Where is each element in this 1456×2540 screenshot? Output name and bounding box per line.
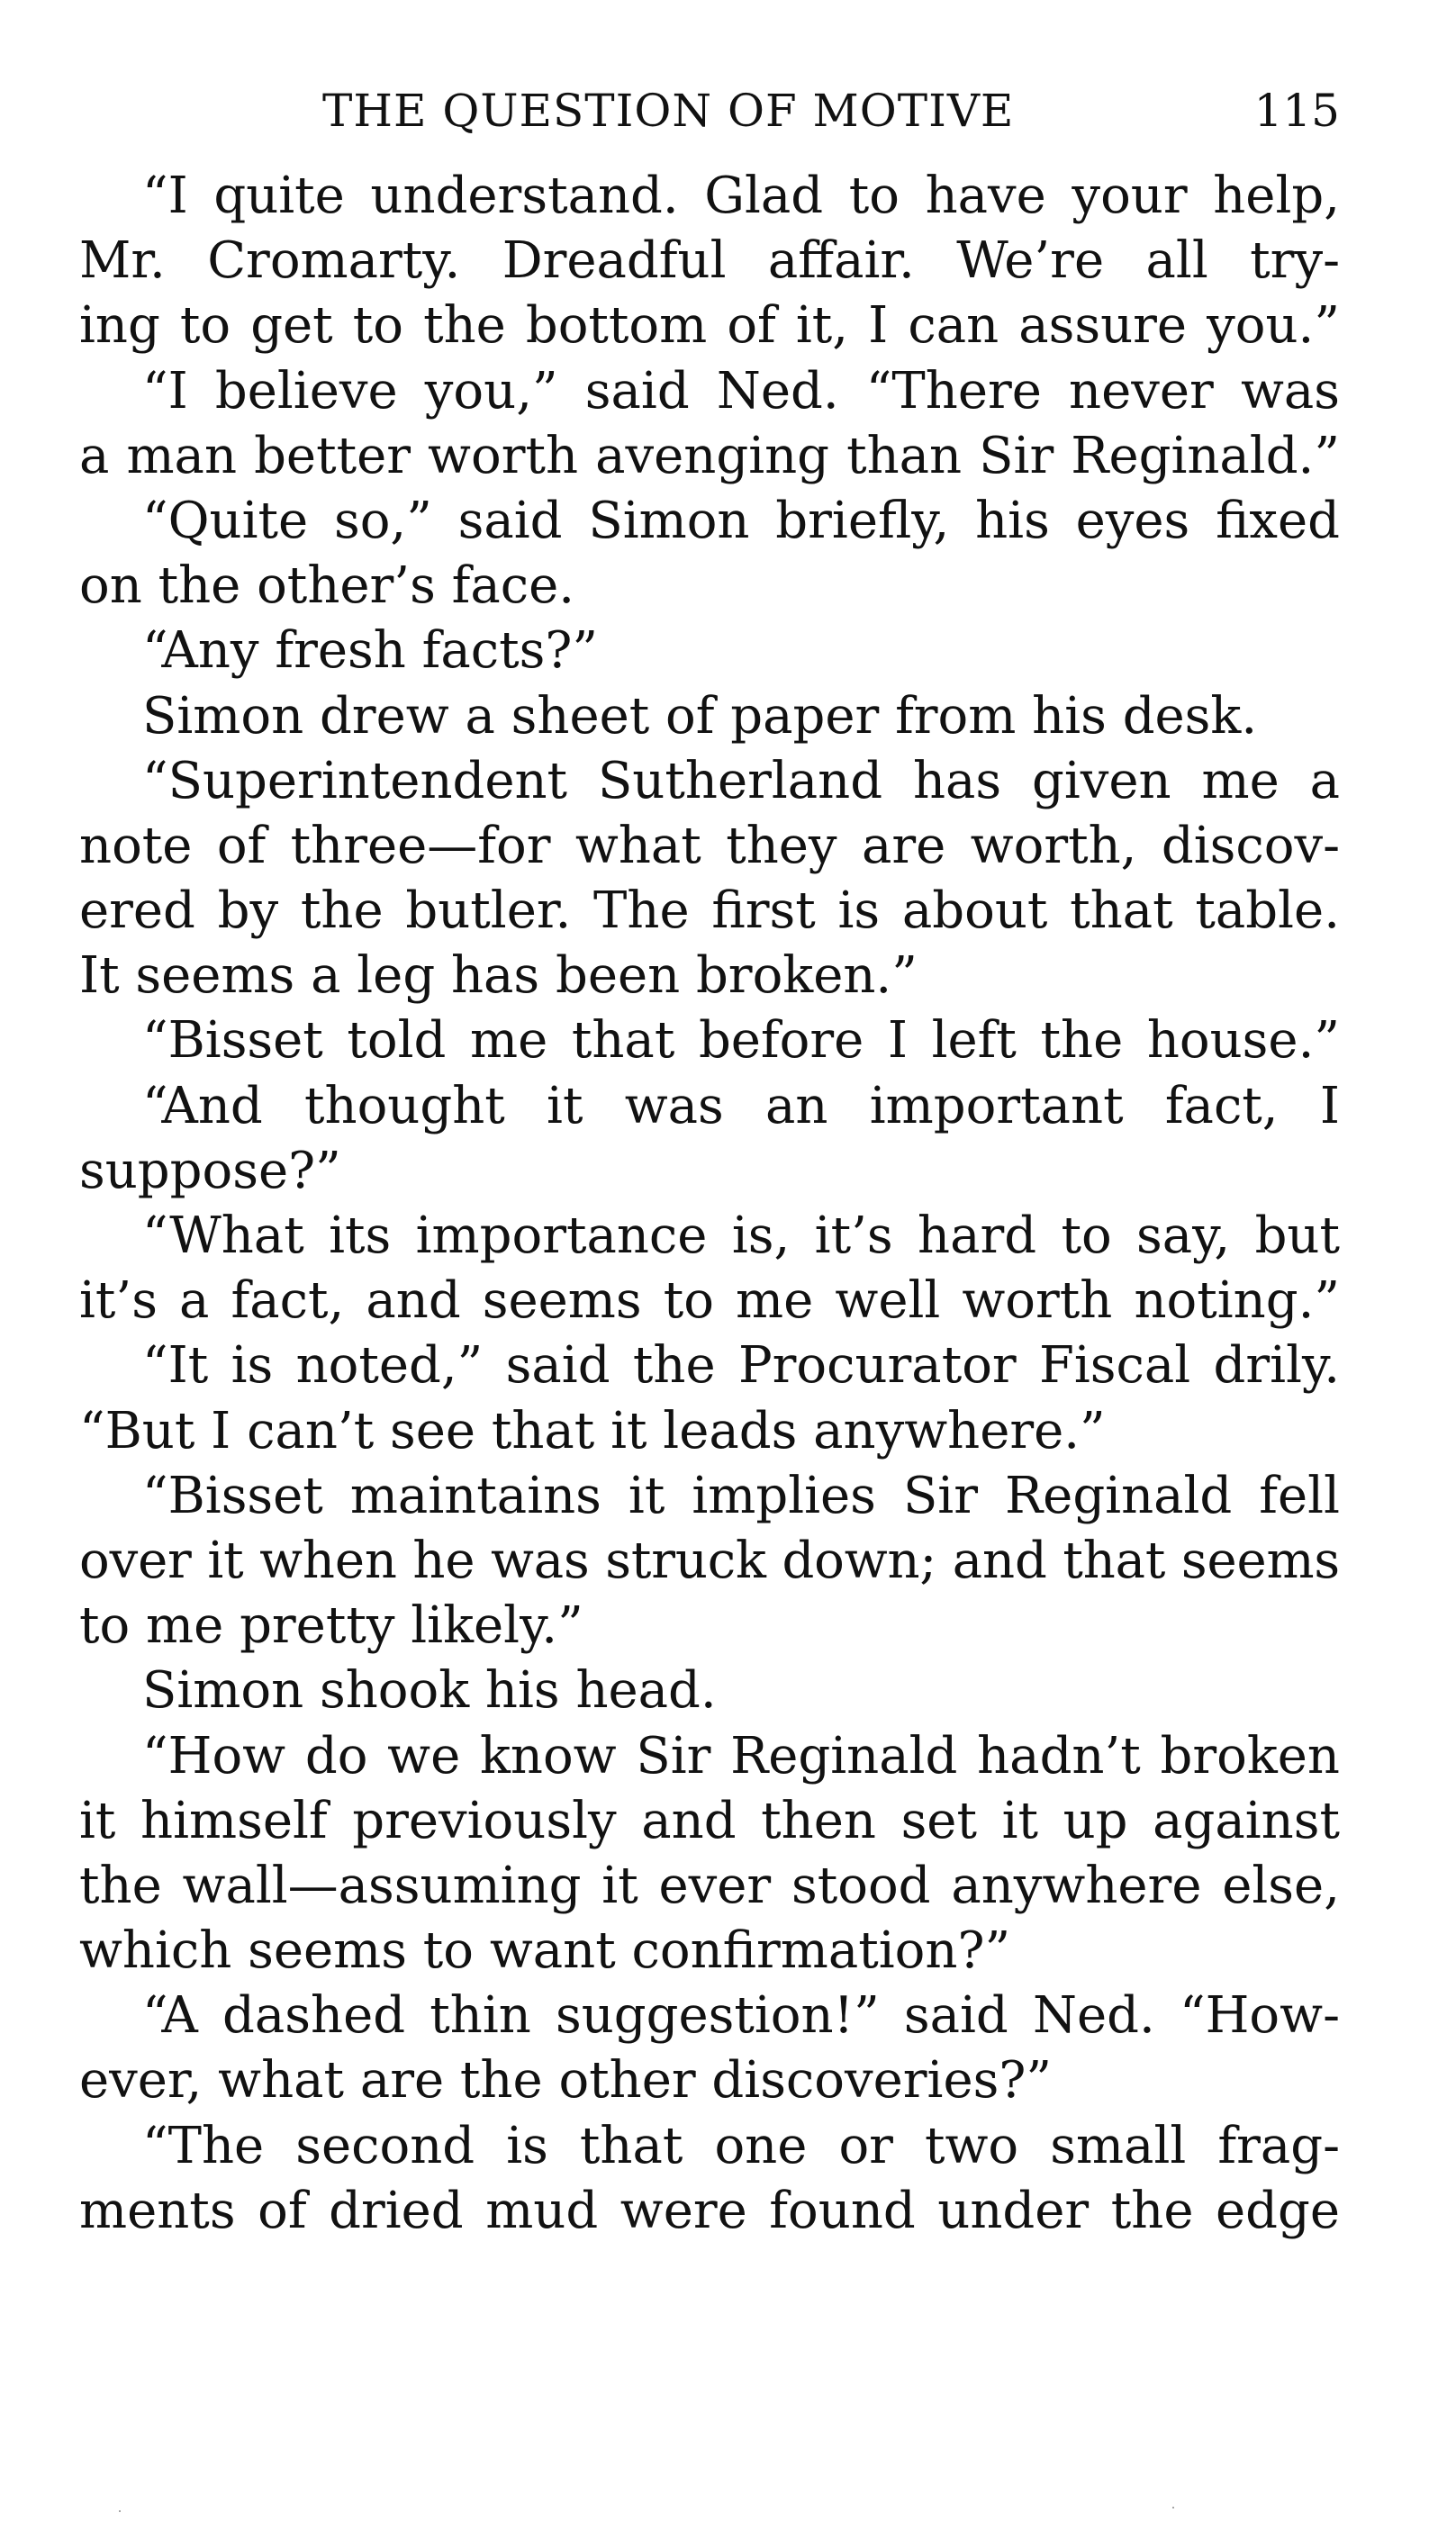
paper-speck (1172, 2507, 1174, 2508)
text-line: “Bisset told me that before I left the house.” (142, 1011, 1340, 1071)
text-line: Simon drew a sheet of paper from his desk. (142, 686, 1258, 746)
text-line: “The second is that one or two small frag- (142, 2116, 1340, 2175)
text-line: “It is noted,” said the Procurator Fiscal drily. (142, 1336, 1340, 1396)
text-line: “Quite so,” said Simon briefly, his eyes fixed (142, 491, 1340, 550)
text-line: ments of dried mud were found under the edge (79, 2181, 1340, 2240)
text-line: over it when he was struck down; and that seems (79, 1531, 1341, 1590)
text-line: to me pretty likely.” (79, 1596, 583, 1656)
page-number: 115 (1253, 85, 1340, 137)
text-line: Mr. Cromarty. Dreadful affair. We’re all try- (79, 231, 1340, 291)
text-line: “I believe you,” said Ned. “There never was (142, 361, 1340, 420)
text-line: it himself previously and then set it up against (79, 1791, 1340, 1850)
text-line: on the other’s face. (79, 556, 575, 616)
text-line: a man better worth avenging than Sir Reginald.” (79, 426, 1340, 485)
text-line: the wall—assuming it ever stood anywhere else, (79, 1856, 1340, 1915)
text-line: “Superintendent Sutherland has given me a (142, 751, 1340, 810)
text-line: ing to get to the bottom of it, I can assure you.” (79, 296, 1340, 356)
text-line: “Bisset maintains it implies Sir Reginald fell (142, 1466, 1340, 1525)
text-line: which seems to want confirmation?” (79, 1921, 1011, 1981)
running-title: THE QUESTION OF MOTIVE (322, 85, 1015, 137)
text-line: “A dashed thin suggestion!” said Ned. “How- (142, 1986, 1340, 2046)
text-line: It seems a leg has been broken.” (79, 946, 918, 1006)
text-line: Simon shook his head. (142, 1661, 717, 1721)
text-line: “Any fresh facts?” (142, 621, 598, 681)
paper-speck (119, 2510, 121, 2512)
text-line: suppose?” (79, 1141, 341, 1200)
text-line: it’s a fact, and seems to me well worth noting.” (79, 1271, 1340, 1331)
text-line: “But I can’t see that it leads anywhere.” (79, 1401, 1106, 1460)
text-line: ered by the butler. The first is about that table. (79, 881, 1340, 941)
text-line: “And thought it was an important fact, I (142, 1076, 1340, 1135)
text-line: note of three—for what they are worth, discov- (79, 816, 1340, 875)
body-text (79, 164, 1340, 2244)
running-header (79, 79, 1340, 142)
text-line: “How do we know Sir Reginald hadn’t broken (142, 1726, 1340, 1785)
text-line: “I quite understand. Glad to have your help, (142, 167, 1340, 225)
text-line: ever, what are the other discoveries?” (79, 2051, 1052, 2111)
text-line: “What its importance is, it’s hard to say, but (142, 1207, 1340, 1265)
